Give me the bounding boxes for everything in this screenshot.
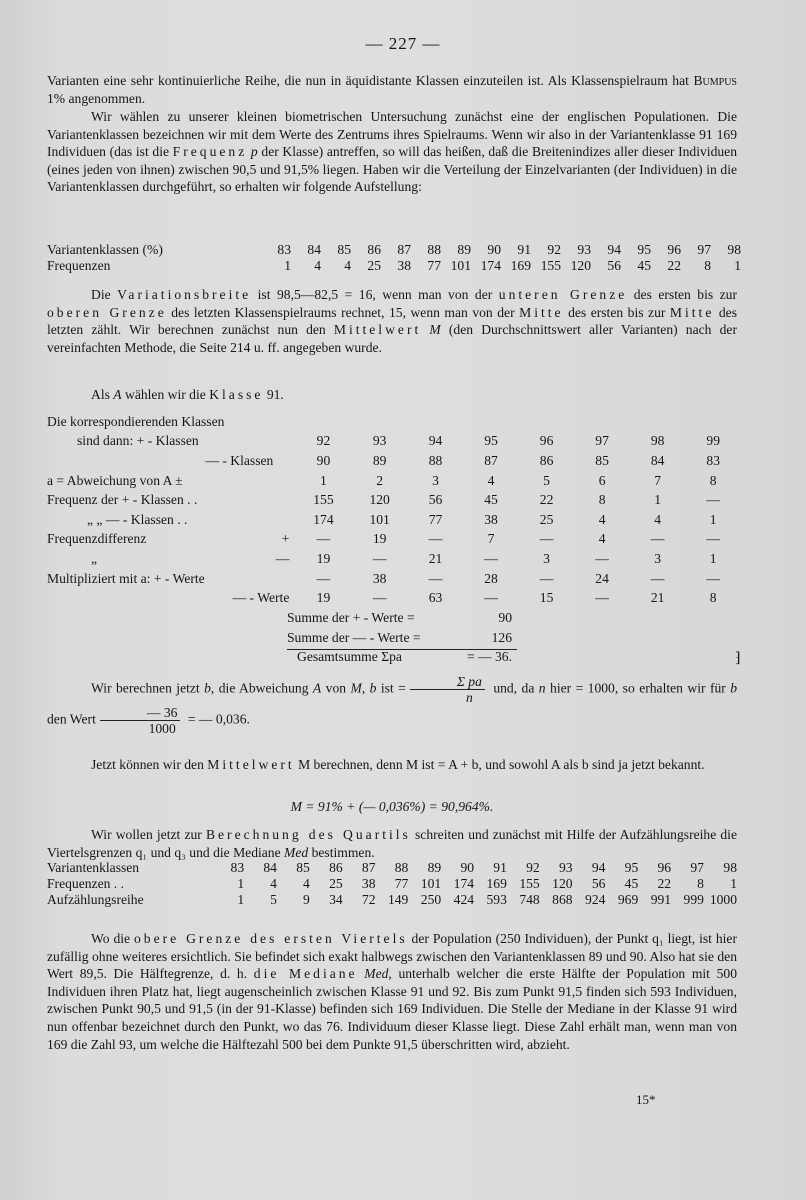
- table2-cell: 38: [484, 511, 498, 527]
- table-row: [47, 412, 741, 432]
- table3-cell: 174: [453, 876, 475, 891]
- table2-cell: —: [372, 550, 387, 566]
- table2-sign: +: [281, 531, 290, 547]
- table2-cell: 95: [484, 433, 498, 449]
- para3-text: (den Durchschnittswert aller Varianten) nach der vereinfachten Methode, die Seite 214 u. ff. angegeben wurde.: [47, 322, 737, 355]
- table3-cell: 77: [394, 876, 409, 891]
- table2-cell: 19: [316, 550, 331, 566]
- table2-cell: 85: [595, 452, 609, 468]
- table3-cell: 1: [237, 876, 245, 891]
- table2-cell: 93: [372, 433, 387, 449]
- table3-cell: 87: [361, 860, 376, 875]
- symbol-m: M: [421, 322, 441, 338]
- table2-label: Multipliziert mit a: + - Werte: [47, 570, 205, 586]
- table2-cell: 19: [372, 531, 387, 547]
- para3-text: des letzten zählt. Wir berechnen zunächst nun den: [47, 304, 737, 338]
- table2-cell: 4: [487, 472, 495, 488]
- table2-cell: 96: [539, 433, 554, 449]
- fraction-numerator: — 36: [100, 705, 181, 721]
- table2-cell: —: [539, 531, 554, 547]
- table2-cell: 21: [428, 550, 443, 566]
- table2-cell: 155: [313, 492, 334, 508]
- table3-cell: 8: [697, 876, 704, 891]
- para5-text: den Wert: [47, 711, 96, 727]
- table2-cell: 4: [598, 511, 606, 527]
- table2-cell: 2: [376, 472, 384, 488]
- table1-class: 96: [667, 242, 681, 257]
- paragraph-2: [47, 108, 737, 196]
- table1-freq: 155: [540, 258, 561, 273]
- table2-cell: 3: [432, 472, 439, 488]
- author-bumpus: Bumpus: [693, 73, 737, 88]
- table2-cell: —: [428, 531, 443, 547]
- table2-cell: 28: [484, 570, 498, 586]
- table2-cell: —: [316, 531, 331, 547]
- term-die-mediane: die Mediane: [253, 966, 358, 982]
- table2-cell: 21: [650, 590, 665, 606]
- table2-cell: 63: [428, 590, 443, 606]
- table2-cell: 99: [706, 433, 720, 449]
- table2-cell: 7: [487, 531, 495, 547]
- table2-cell: 120: [369, 492, 390, 508]
- table1-freq: 38: [397, 258, 411, 273]
- para5-text: Wir berechnen jetzt: [91, 680, 205, 696]
- table1-class: 86: [367, 242, 381, 257]
- para5-text: ist =: [376, 680, 406, 696]
- sum-total-label: Gesamtsumme Σpa: [297, 649, 402, 665]
- para5-text: und, da: [488, 680, 539, 696]
- table1-class: 85: [337, 242, 351, 257]
- term-mittelwert: Mittelwert: [207, 757, 295, 772]
- table2-cell: —: [706, 531, 720, 547]
- table3-label: Frequenzen . .: [47, 876, 125, 891]
- table-row: [47, 471, 741, 491]
- table3-cell: 5: [270, 892, 277, 907]
- fraction-numerator: Σ pa: [410, 674, 485, 690]
- table2-cell: 87: [484, 452, 498, 468]
- table3-cell: 169: [486, 876, 507, 891]
- table3-cell: 91: [493, 860, 507, 875]
- term-obere-grenze-viertels: obere Grenze des ersten Viertels: [133, 931, 408, 946]
- table2-cell: 6: [598, 472, 606, 488]
- sum-plus-value: 90: [498, 610, 512, 625]
- table2-label: „ „ — - Klassen . .: [87, 511, 188, 527]
- para6-text: Jetzt können wir den: [91, 757, 208, 772]
- table1-freq: 22: [667, 258, 681, 273]
- table3-cell: 9: [303, 892, 310, 907]
- para4-text: Als: [91, 387, 114, 402]
- symbol-b: b: [204, 680, 211, 696]
- para4-text: 91.: [263, 387, 284, 402]
- table3-cell: 149: [387, 892, 409, 907]
- table2-cell: 90: [316, 452, 331, 468]
- table3-cell: 92: [526, 860, 540, 875]
- table3-cell: 748: [519, 892, 540, 907]
- table2-cell: 98: [650, 433, 665, 449]
- table3-cell: 1000: [709, 892, 737, 907]
- table2-cell: 101: [369, 511, 390, 527]
- table2-label: [47, 549, 295, 569]
- table1-freq: 120: [570, 258, 591, 273]
- table1-class: 93: [577, 242, 591, 257]
- term-mitte: Mitte: [519, 304, 564, 320]
- table3-cell: 101: [420, 876, 442, 891]
- table3-cell: 155: [519, 876, 540, 891]
- paragraph-6: [47, 756, 737, 774]
- table1-freq: 77: [427, 258, 441, 273]
- cumulative-table: [47, 860, 737, 908]
- sum-minus-label: Summe der — - Werte =: [287, 629, 421, 645]
- table3-cell: 991: [650, 892, 672, 907]
- sum-minus-value: 126: [491, 629, 512, 645]
- table3-cell: 83: [230, 860, 245, 875]
- paragraph-1: [47, 72, 737, 107]
- term-untere-grenze: unteren Grenze: [498, 287, 628, 302]
- table2-cell: —: [650, 570, 665, 586]
- para6-text: M berechnen, denn M ist = A + b, und sowohl A als b sind ja jetzt bekannt.: [294, 757, 705, 772]
- symbol-med: Med: [284, 844, 309, 860]
- fraction-minus36-over-1000: [100, 705, 181, 736]
- table2-cell: 1: [320, 472, 327, 488]
- para3-text: des ersten bis zur: [627, 287, 737, 302]
- table3-cell: 98: [723, 860, 737, 875]
- sum-total-value: = — 36.: [466, 649, 512, 665]
- table3-label: Aufzählungsreihe: [47, 892, 144, 907]
- fraction-denominator: n: [465, 690, 473, 705]
- table2-cell: 83: [706, 452, 720, 468]
- table3-cell: 96: [657, 860, 672, 875]
- table3-cell: 25: [329, 876, 343, 891]
- table2-cell: 8: [709, 472, 717, 488]
- table2-cell: 3: [654, 550, 662, 566]
- symbol-med: Med: [357, 966, 389, 982]
- table2-label: a = Abweichung von A ±: [47, 472, 183, 488]
- table1-class: 92: [547, 242, 561, 257]
- symbol-b: b: [369, 680, 377, 696]
- para7-text: Wir wollen jetzt zur: [91, 827, 206, 842]
- table1-freq: 1: [284, 258, 291, 273]
- table3-cell: 56: [591, 876, 606, 891]
- table1-class: 98: [727, 242, 741, 257]
- table2-label: [47, 530, 295, 550]
- term-obere-grenze: oberen Grenze: [47, 304, 167, 320]
- para3-text: ist 98,5—82,5 = 16, wenn man von der: [251, 287, 499, 302]
- table3-cell: 94: [591, 860, 606, 875]
- table3-cell: 88: [394, 860, 409, 875]
- table2-cell: —: [428, 570, 443, 586]
- table2-label-text: Frequenzdifferenz: [47, 531, 147, 547]
- table2-cell: 56: [428, 492, 443, 508]
- table1-label-classes: Variantenklassen (%): [47, 242, 163, 257]
- correspondence-table: [47, 412, 741, 608]
- table3-cell: 89: [427, 860, 442, 875]
- symbol-m: M: [350, 680, 362, 696]
- para1-text-a: Varianten eine sehr kontinuierliche Reihe, die nun in äquidistante Klassen einzuteilen ist. Als Klassenspielraum hat: [47, 73, 694, 88]
- table2-cell: 1: [654, 492, 662, 508]
- para2-text-a: Wir wählen zu unserer kleinen biometrischen Untersuchung zunächst eine der englischen Populationen. Die Variantenklassen bezeichnen wir mit dem Werte des Zentrums ihres Spielraums. Wenn wir also in der Variantenklasse 91 169 Individuen (das ist die: [47, 109, 737, 160]
- table2-cell: 5: [543, 472, 550, 488]
- table2-cell: 92: [316, 433, 331, 449]
- table2-cell: —: [484, 550, 498, 566]
- paragraph-4: [47, 386, 737, 404]
- table2-cell: 24: [595, 570, 609, 586]
- table1-class: 88: [427, 242, 441, 257]
- table1-freq: 1: [734, 258, 741, 273]
- para3-text: des ersten bis zur: [563, 304, 670, 320]
- table3-cell: 999: [683, 892, 704, 907]
- sum-rule: [287, 649, 517, 650]
- table3-cell: 85: [296, 860, 310, 875]
- table-row: [47, 510, 741, 530]
- term-mitte: Mitte: [669, 304, 715, 320]
- table2-cell: —: [372, 590, 387, 606]
- term-mittelwert: Mittelwert: [333, 322, 422, 338]
- fraction-denominator: 1000: [148, 721, 176, 736]
- margin-mark: ⁆: [735, 651, 741, 666]
- table1-class: 94: [607, 242, 621, 257]
- table2-label: — - Werte: [232, 590, 290, 606]
- table1-freq-row: [47, 258, 741, 274]
- table3-cell: 424: [453, 892, 475, 907]
- table2-cell: 77: [428, 511, 443, 527]
- table1-freq: 45: [637, 258, 651, 273]
- table1-freq: 25: [367, 258, 381, 273]
- table2-label-text: „: [91, 550, 98, 566]
- para5-text: ,: [361, 680, 370, 696]
- para7-text: bestimmen.: [308, 844, 375, 860]
- table2-cell: 88: [428, 452, 443, 468]
- table1-class: 87: [397, 242, 411, 257]
- para8-text: , unterhalb welcher die erste Hälfte der Population mit 500 Individuen ihren Platz hat, liegt augenscheinlich zwischen Klasse 91 und 92. Bis zum Punkt 91,5 finden sich 593 Individuen, zwischen Punkt 90,5 und 91,5 (in der 91-Klasse) befinden sich 169 Individuen. Die Stelle der Mediane in der Klasse 91 wird nun offenbar bezeichnet durch den Punkt, wo das 76. Individuum dieser Klasse liegt. Diese Zahl erhält man, wenn man von 169 die Zahl 93, um welche die Hälftezahl 500 bei dem Punkte 91,5 überschritten wird, abzieht.: [47, 966, 738, 1052]
- table3-label: Variantenklassen: [47, 860, 140, 875]
- table2-cell: 89: [372, 452, 387, 468]
- table2-cell: 15: [539, 590, 554, 606]
- table3-cell: 1: [237, 892, 245, 907]
- para5-text: hier = 1000, so erhalten wir für: [545, 680, 731, 696]
- table3-cell: 120: [552, 876, 573, 891]
- table2-label: Frequenz der + - Klassen . .: [47, 492, 198, 508]
- table2-cell: 38: [372, 570, 387, 586]
- table2-cell: 84: [650, 452, 665, 468]
- table3-cell: 250: [420, 892, 442, 907]
- table2-cell: —: [316, 570, 331, 586]
- table3-cell: 34: [329, 892, 343, 907]
- paragraph-8: [47, 930, 737, 1053]
- table2-cell: 3: [543, 550, 550, 566]
- table-row: [47, 530, 741, 550]
- table2-cell: 4: [598, 531, 606, 547]
- table2-cell: 1: [709, 511, 717, 527]
- table2-cell: 7: [654, 472, 662, 488]
- sum-plus-label: Summe der + - Werte =: [287, 610, 415, 625]
- table3-cell: 38: [361, 876, 376, 891]
- table1-label-freq: Frequenzen: [47, 258, 111, 273]
- table-row: [47, 451, 741, 471]
- table3-cell: 97: [690, 860, 704, 875]
- table1-class: 84: [307, 242, 321, 257]
- table2-cell: 1: [709, 550, 717, 566]
- para3-text: des letzten Klassenspielraums rechnet, 15, wenn man von der: [166, 304, 520, 320]
- table2-cell: 19: [316, 590, 331, 606]
- table1-freq: 4: [344, 258, 351, 273]
- fraction-sum-pa-over-n: [410, 674, 485, 705]
- table1-class: 91: [517, 242, 531, 257]
- distribution-table: [47, 242, 741, 274]
- table1-class: 83: [277, 242, 291, 257]
- table2-cell: 94: [428, 433, 443, 449]
- table3-cell: 84: [263, 860, 277, 875]
- para2-text-b: der Klasse) antreffen, so will das heißen, daß die Breitenindizes aller dieser Individuen (eines jeden von ihnen) zwischen 90,5 und 91,5% liegen. Haben wir die Verteilung der Einzelvarianten (der Individuen) in die Variantenklassen durchgeführt, so erhalten wir folgende Aufstellung:: [47, 144, 737, 195]
- table3-cell: 4: [303, 876, 310, 891]
- table-row: [47, 588, 741, 608]
- symbol-p: p: [247, 144, 258, 160]
- table2-cell: 8: [709, 590, 717, 606]
- table3-cell: 868: [552, 892, 573, 907]
- para1-text-b: 1% angenommen.: [47, 90, 146, 106]
- table2-label: — - Klassen: [205, 452, 274, 468]
- table1-freq: 4: [314, 258, 321, 273]
- table-row: [47, 569, 741, 589]
- table-row: [47, 549, 741, 569]
- para5-text: = — 0,036.: [184, 711, 250, 727]
- table2-cell: 4: [654, 511, 662, 527]
- signature-mark: 15*: [636, 1092, 656, 1107]
- table3-cell: 924: [585, 892, 606, 907]
- sum-minus-row: [287, 630, 512, 650]
- term-frequenz: Frequenz: [172, 144, 248, 160]
- table-row: [47, 876, 737, 892]
- table2-cell: 25: [539, 511, 554, 527]
- symbol-b: b: [730, 680, 738, 696]
- table2-cell: 174: [313, 511, 334, 527]
- table2-cell: —: [706, 492, 720, 508]
- table2-cell: 8: [598, 492, 606, 508]
- symbol-a: A: [312, 680, 322, 696]
- sum-total-row: [287, 649, 512, 669]
- table-row: [47, 860, 737, 876]
- table3-cell: 86: [329, 860, 343, 875]
- table-row: [47, 490, 741, 510]
- table3-cell: 45: [624, 876, 639, 891]
- para4-text: wählen wir die: [121, 387, 210, 402]
- table2-cell: 86: [539, 452, 554, 468]
- para8-text: Wo die: [91, 931, 134, 946]
- paragraph-5: [47, 674, 737, 736]
- para5-text: , die Abweichung: [210, 680, 313, 696]
- page-number: — 227 —: [365, 34, 441, 53]
- table2-cell: —: [595, 550, 609, 566]
- table3-cell: 4: [270, 876, 277, 891]
- table3-cell: 969: [617, 892, 639, 907]
- paragraph-7: [47, 826, 737, 861]
- table3-cell: 90: [460, 860, 475, 875]
- symbol-a: A: [113, 387, 122, 402]
- table3-cell: 1: [730, 876, 737, 891]
- table2-cell: —: [539, 570, 554, 586]
- table2-label: sind dann: + - Klassen: [77, 433, 199, 449]
- table3-cell: 593: [486, 892, 507, 907]
- para3-text: Die: [91, 287, 118, 302]
- paragraph-3: [47, 286, 737, 356]
- table1-freq: 101: [450, 258, 471, 273]
- symbol-n: n: [538, 680, 546, 696]
- table3-cell: 95: [624, 860, 639, 875]
- table2-heading: Die korrespondierenden Klassen: [47, 413, 225, 429]
- para5-text: von: [321, 680, 351, 696]
- table1-freq: 8: [704, 258, 711, 273]
- table3-cell: 93: [558, 860, 573, 875]
- table1-class: 95: [637, 242, 651, 257]
- table1-class: 97: [697, 242, 711, 257]
- term-variationsbreite: Variationsbreite: [117, 287, 252, 302]
- table2-cell: —: [484, 590, 498, 606]
- table2-cell: 97: [595, 433, 609, 449]
- table1-freq: 174: [480, 258, 501, 273]
- sum-plus-row: [287, 610, 512, 630]
- para7-text: schreiten und zunächst mit Hilfe der Aufzählungsreihe die Viertelsgrenzen q₁ und q₃ und die Mediane: [47, 827, 737, 860]
- table-row: [47, 432, 741, 452]
- table2-cell: 45: [484, 492, 498, 508]
- equation-m: M = 91% + (— 0,036%) = 90,964%.: [290, 799, 494, 814]
- table3-cell: 22: [657, 876, 672, 891]
- table1-class: 89: [457, 242, 471, 257]
- table2-sign: —: [275, 550, 290, 566]
- table-row: [47, 892, 737, 908]
- table2-cell: —: [706, 570, 720, 586]
- table1-classes-row: [47, 242, 741, 258]
- table1-freq: 169: [510, 258, 531, 273]
- table1-class: 90: [487, 242, 501, 257]
- sums-block: [287, 610, 512, 669]
- table2-cell: —: [595, 590, 609, 606]
- para8-text: der Population (250 Individuen), der Punkt q₁ liegt, ist hier zufällig ohne weiteres ersichtlich. Sie befindet sich exakt halbwegs zwischen den Variantenklassen 89 und 90. Also hat sie den Wert 89,5. Die Hälftegrenze, d. h.: [47, 931, 737, 982]
- table3-cell: 72: [361, 892, 376, 907]
- term-berechnung-quartils: Berechnung des Quartils: [205, 827, 411, 842]
- term-klasse: Klasse: [209, 387, 264, 402]
- table2-cell: 22: [539, 492, 554, 508]
- table1-freq: 56: [607, 258, 621, 273]
- table2-cell: —: [650, 531, 665, 547]
